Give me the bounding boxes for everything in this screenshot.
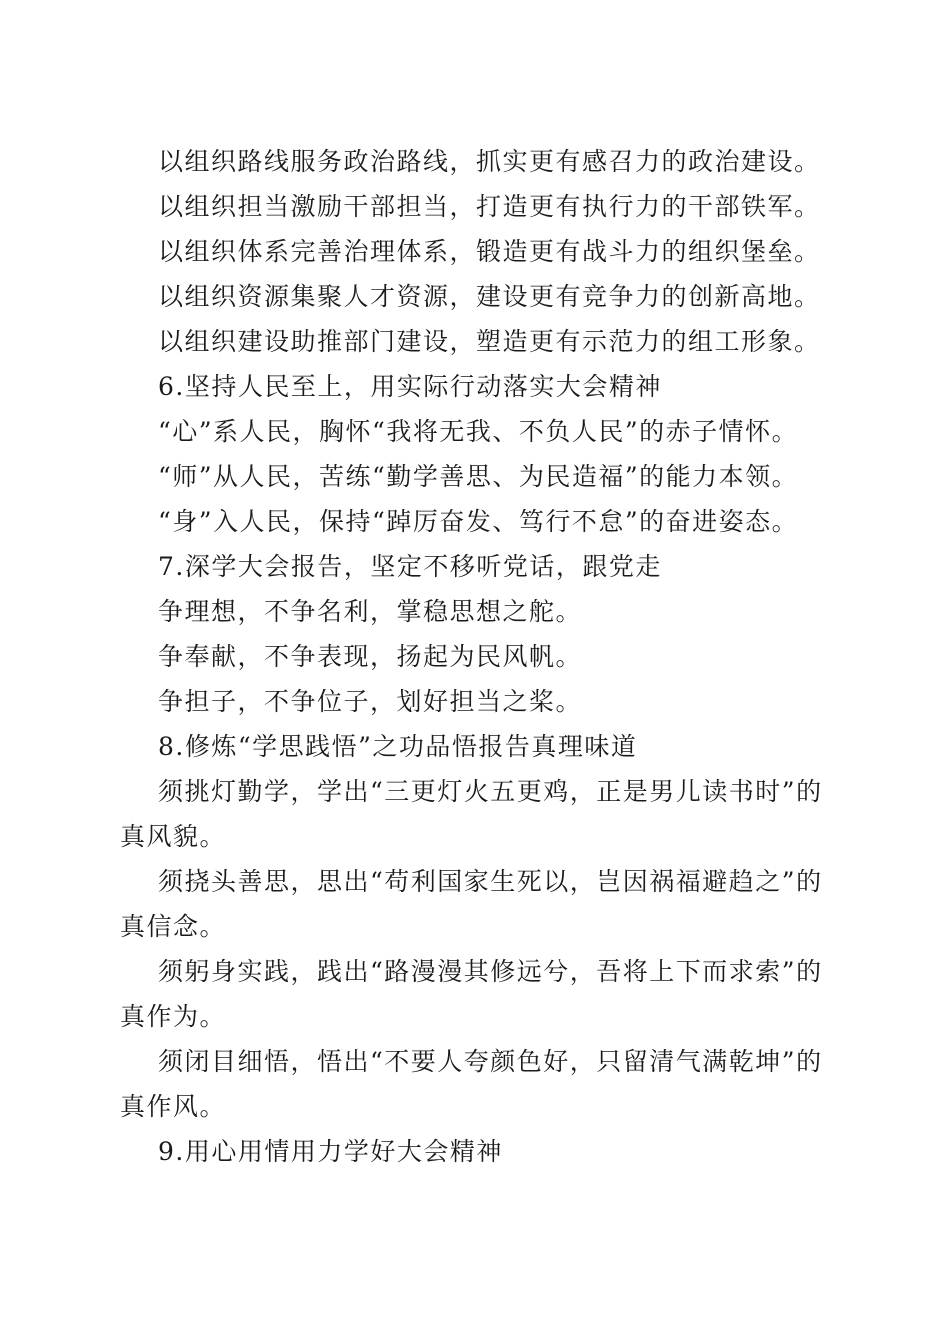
paragraph-line: 以组织体系完善治理体系，锻造更有战斗力的组织堡垒。 [158, 237, 821, 266]
section-heading-7: 7.深学大会报告，坚定不移听党话，跟党走 [158, 552, 662, 581]
paragraph-line: 争理想，不争名利，掌稳思想之舵。 [158, 597, 583, 626]
paragraph-line: 争担子，不争位子，划好担当之桨。 [158, 687, 583, 716]
paragraph-line: 须挑灯勤学，学出“三更灯火五更鸡，正是男儿读书时”的 [158, 777, 823, 806]
paragraph-line: 以组织建设助推部门建设，塑造更有示范力的组工形象。 [158, 327, 821, 356]
section-heading-8: 8.修炼“学思践悟”之功品悟报告真理味道 [158, 732, 638, 761]
paragraph-line: 争奉献，不争表现，扬起为民风帆。 [158, 642, 583, 671]
paragraph-line: 以组织路线服务政治路线，抓实更有感召力的政治建设。 [158, 147, 821, 176]
paragraph-line: “心”系人民，胸怀“我将无我、不负人民”的赤子情怀。 [158, 417, 799, 446]
paragraph-continuation: 真风貌。 [120, 822, 227, 851]
paragraph-line: “身”入人民，保持“踔厉奋发、笃行不怠”的奋进姿态。 [158, 507, 799, 536]
paragraph-continuation: 真信念。 [120, 912, 227, 941]
paragraph-line: 须挠头善思，思出“苟利国家生死以，岂因祸福避趋之”的 [158, 867, 823, 896]
section-heading-6: 6.坚持人民至上，用实际行动落实大会精神 [158, 372, 662, 401]
paragraph-line: “师”从人民，苦练“勤学善思、为民造福”的能力本领。 [158, 462, 799, 491]
paragraph-continuation: 真作风。 [120, 1092, 227, 1121]
paragraph-line: 须躬身实践，践出“路漫漫其修远兮，吾将上下而求索”的 [158, 957, 823, 986]
paragraph-continuation: 真作为。 [120, 1002, 227, 1031]
section-heading-9: 9.用心用情用力学好大会精神 [158, 1137, 503, 1166]
paragraph-line: 以组织资源集聚人才资源，建设更有竞争力的创新高地。 [158, 282, 821, 311]
paragraph-line: 须闭目细悟，悟出“不要人夸颜色好，只留清气满乾坤”的 [158, 1047, 823, 1076]
paragraph-line: 以组织担当激励干部担当，打造更有执行力的干部铁军。 [158, 192, 821, 221]
